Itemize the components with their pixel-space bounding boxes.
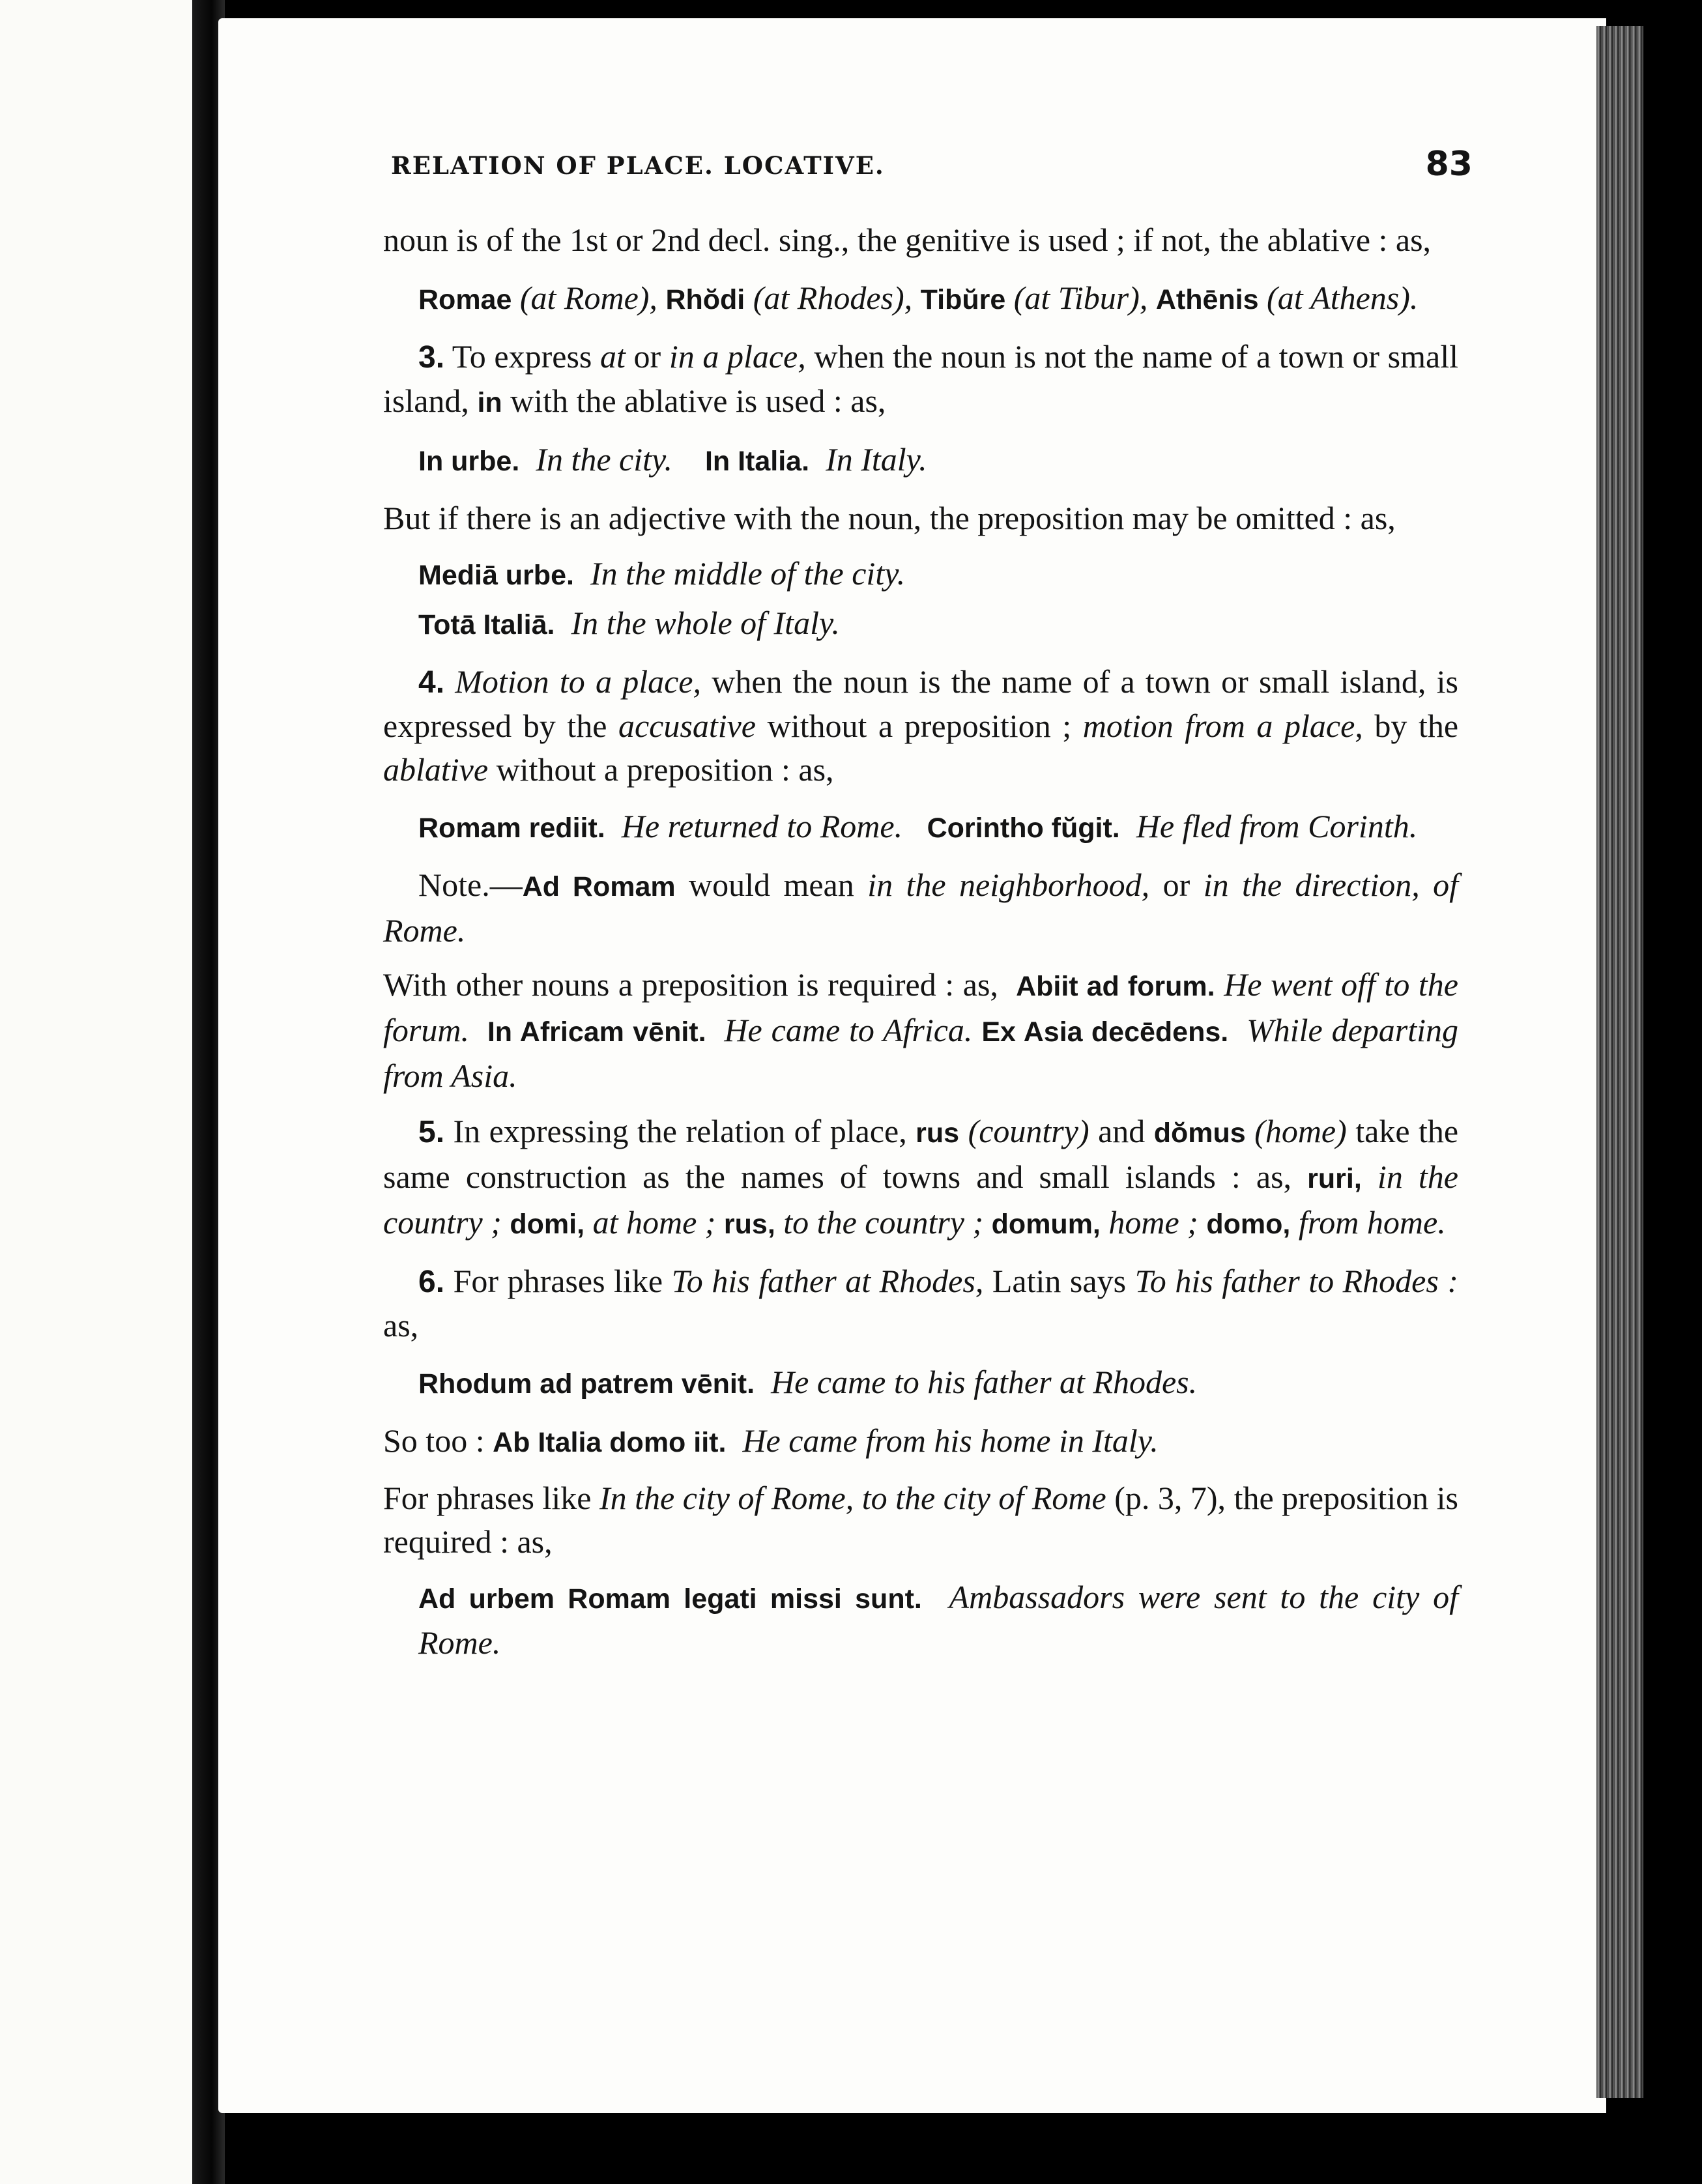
translation: (at Athens). — [1267, 280, 1419, 316]
example-rhodum: Rhodum ad patrem vēnit. He came to his father at Rhodes. — [418, 1364, 1198, 1400]
page-edges — [1596, 26, 1643, 2098]
example-in-urbe: In urbe. In the city. In Italia. In Italy. — [418, 441, 927, 478]
section-number: 4. — [418, 665, 445, 700]
section-number: 5. — [418, 1115, 445, 1149]
page-body — [383, 218, 1458, 1678]
section-number: 3. — [418, 340, 445, 375]
edge-shadow — [1643, 0, 1702, 2184]
translation: (at Tibur), — [1013, 280, 1148, 316]
note-label: Note.— — [418, 867, 523, 903]
latin-word: Romae — [418, 284, 512, 315]
latin-word: Rhŏdi — [665, 284, 745, 315]
page-number: 83 — [1425, 145, 1473, 184]
paragraph-other-nouns: With other nouns a preposition is required : as, Abiit ad forum. He went off to the forum. In Africam vēnit. He came to Africa. Ex Asia decēdens. While departing from Asia. — [383, 966, 1459, 1094]
section-3: 3. To express at or in a place, when the noun is not the name of a town or small island, in with the ablative is used : as, — [383, 338, 1458, 419]
section-number: 6. — [418, 1265, 445, 1299]
latin-word: Tibŭre — [920, 284, 1006, 315]
translation: (at Rome), — [519, 280, 657, 316]
paragraph-city-of-rome: For phrases like In the city of Rome, to the city of Rome (p. 3, 7), the preposition is required : as, — [383, 1480, 1459, 1560]
example-ad-urbem: Ad urbem Romam legati missi sunt. Ambassadors were sent to the city of Rome. — [418, 1579, 1458, 1661]
latin-word: Athēnis — [1155, 284, 1259, 315]
example-romam-rediit: Romam rediit. He returned to Rome. Corintho fŭgit. He fled from Corinth. — [418, 808, 1418, 844]
page-header — [391, 145, 1473, 190]
paragraph-adjective: But if there is an adjective with the noun, the preposition may be omitted : as, — [383, 500, 1396, 536]
running-head: RELATION OF PLACE. LOCATIVE. — [391, 151, 885, 180]
note: Note.—Ad Romam would mean in the neighborhood, or in the direction, of Rome. — [383, 867, 1459, 949]
section-5: 5. In expressing the relation of place, rus (country) and dŏmus (home) take the same construction as the names of towns and small islands : as, ruri, in the country ; domi, at home ; rus, to the country ; domum, home ; domo, from home. — [383, 1113, 1459, 1241]
section-6: 6. For phrases like To his father at Rhodes, Latin says To his father to Rhodes : as, — [383, 1263, 1459, 1343]
translation: (at Rhodes), — [753, 280, 913, 316]
example-tota-italia: Totā Italiā. In the whole of Italy. — [418, 605, 840, 641]
example-media-urbe: Mediā urbe. In the middle of the city. — [418, 555, 906, 592]
paragraph-so-too: So too : Ab Italia domo iit. He came from his home in Italy. — [383, 1422, 1159, 1459]
example-locatives — [418, 276, 1458, 322]
paragraph-intro: noun is of the 1st or 2nd decl. sing., the genitive is used ; if not, the ablative : as, — [383, 222, 1432, 258]
left-page-edge — [0, 0, 192, 2184]
section-4: 4. Motion to a place, when the noun is the name of a town or small island, is expressed by the accusative without a preposition ; motion from a place, by the ablative without a preposition : as, — [383, 663, 1459, 788]
